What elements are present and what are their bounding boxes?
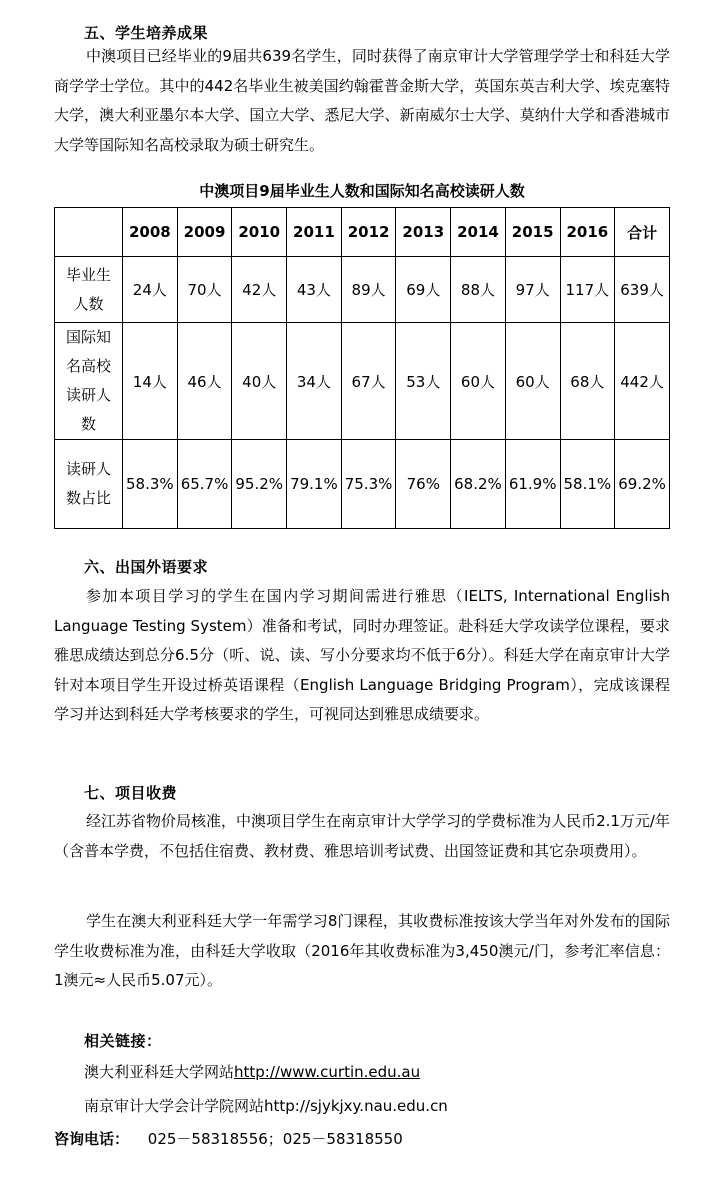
table-caption: 中澳项目9届毕业生人数和国际知名高校读研人数 xyxy=(199,182,525,200)
table-cell: 61.9% xyxy=(505,440,560,529)
graduates-table xyxy=(54,207,670,529)
column-header: 2008 xyxy=(123,208,178,257)
table-cell: 69人 xyxy=(396,257,451,323)
table-cell: 58.1% xyxy=(560,440,615,529)
column-header: 2015 xyxy=(505,208,560,257)
table-cell: 442人 xyxy=(615,323,670,440)
column-header: 2010 xyxy=(232,208,287,257)
table-cell: 117人 xyxy=(560,257,615,323)
curtin-link-label: 澳大利亚科廷大学网站 xyxy=(84,1063,235,1081)
table-cell: 76% xyxy=(396,440,451,529)
table-cell: 70人 xyxy=(177,257,232,323)
table-cell: 639人 xyxy=(615,257,670,323)
section7-paragraph-2: 学生在澳大利亚科廷大学一年需学习8门课程，其收费标准按该大学当年对外发布的国际学生收费标准为准，由科廷大学收取（2016年其收费标准为3,450澳元/门，参考汇率信息：1澳元≈人民币5.07元）。 xyxy=(54,912,670,989)
column-header: 2012 xyxy=(341,208,396,257)
table-cell: 43人 xyxy=(287,257,342,323)
table-cell: 53人 xyxy=(396,323,451,440)
column-header: 2009 xyxy=(177,208,232,257)
table-cell: 24人 xyxy=(123,257,178,323)
column-header: 2011 xyxy=(287,208,342,257)
table-cell: 68人 xyxy=(560,323,615,440)
table-row xyxy=(55,257,670,323)
section5-heading: 五、学生培养成果 xyxy=(84,24,209,42)
curtin-link-line xyxy=(84,1061,420,1082)
table-cell: 69.2% xyxy=(615,440,670,529)
section6-heading: 六、出国外语要求 xyxy=(84,558,209,576)
row-label: 毕业生人数 xyxy=(55,257,123,323)
table-cell: 34人 xyxy=(287,323,342,440)
table-cell: 60人 xyxy=(451,323,506,440)
table-cell: 75.3% xyxy=(341,440,396,529)
table-cell: 79.1% xyxy=(287,440,342,529)
section7-paragraph-1: 经江苏省物价局核准，中澳项目学生在南京审计大学学习的学费标准为人民币2.1万元/年（含普本学费，不包括住宿费、教材费、雅思培训考试费、出国签证费和其它杂项费用）。 xyxy=(54,812,670,860)
row-label: 国际知名高校读研人数 xyxy=(55,323,123,440)
nau-link-line xyxy=(84,1095,448,1116)
table-cell: 67人 xyxy=(341,323,396,440)
table-cell: 58.3% xyxy=(123,440,178,529)
table-cell: 95.2% xyxy=(232,440,287,529)
table-row xyxy=(55,323,670,440)
table-cell: 65.7% xyxy=(177,440,232,529)
table-cell: 42人 xyxy=(232,257,287,323)
contact-phones: 025－58318556；025－58318550 xyxy=(147,1130,403,1148)
table-cell: 68.2% xyxy=(451,440,506,529)
column-header: 2013 xyxy=(396,208,451,257)
table-corner-cell xyxy=(55,208,123,257)
section6-paragraph: 参加本项目学习的学生在国内学习期间需进行雅思（IELTS, International English Language Testing System）准备和考试，同时办理签证。赴科廷大学攻读学位课程，要求雅思成绩达到总分6.5分（听、说、读、写小分要求均不低于6分）。科廷大学在南京审计大学针对本项目学生开设过桥英语课程（English Language Bridging Program），完成该课程学习并达到科廷大学考核要求的学生，可视同达到雅思成绩要求。 xyxy=(54,587,670,723)
curtin-link[interactable]: http://www.curtin.edu.au xyxy=(234,1063,421,1081)
table-cell: 40人 xyxy=(232,323,287,440)
section7-heading: 七、项目收费 xyxy=(84,784,178,802)
column-header: 合计 xyxy=(615,208,670,257)
table-cell: 89人 xyxy=(341,257,396,323)
table-cell: 14人 xyxy=(123,323,178,440)
table-cell: 60人 xyxy=(505,323,560,440)
table-cell: 88人 xyxy=(451,257,506,323)
table-cell: 46人 xyxy=(177,323,232,440)
links-heading: 相关链接： xyxy=(84,1032,162,1050)
contact-label: 咨询电话： xyxy=(54,1130,130,1148)
row-label: 读研人数占比 xyxy=(55,440,123,529)
column-header: 2014 xyxy=(451,208,506,257)
nau-link[interactable]: http://sjykjxy.nau.edu.cn xyxy=(264,1097,448,1115)
nau-link-label: 南京审计大学会计学院网站 xyxy=(84,1097,265,1115)
table-cell: 97人 xyxy=(505,257,560,323)
contact-line xyxy=(54,1128,403,1149)
table-row xyxy=(55,440,670,529)
column-header: 2016 xyxy=(560,208,615,257)
section5-paragraph: 中澳项目已经毕业的9届共639名学生，同时获得了南京审计大学管理学学士和科廷大学商学学士学位。其中的442名毕业生被美国约翰霍普金斯大学，英国东英吉利大学、埃克塞特大学，澳大利亚墨尔本大学、国立大学、悉尼大学、新南威尔士大学、莫纳什大学和香港城市大学等国际知名高校录取为硕士研究生。 xyxy=(54,47,670,154)
table-header-row xyxy=(55,208,670,257)
